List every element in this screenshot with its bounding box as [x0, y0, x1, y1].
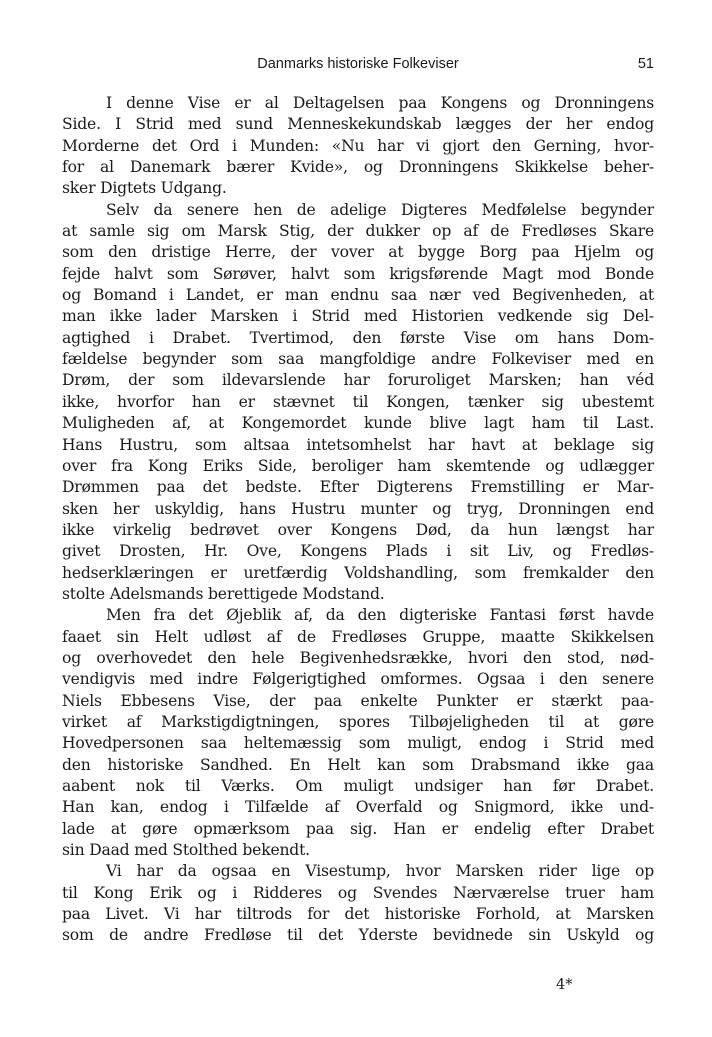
text-line: som den dristige Herre, der vover at bygge Borg paa Hjelm og	[62, 243, 654, 262]
text-line: Drøm, der som ildevarslende har foruroliget Marsken; han véd	[62, 371, 654, 390]
text-line: ikke, hvorfor han er stævnet til Kongen, tænker sig ubestemt	[62, 392, 654, 411]
text-line: Vi har da ogsaa en Visestump, hvor Marsken rider lige op	[106, 862, 654, 881]
text-line: man ikke lader Marsken i Strid med Historien vedkende sig Del-	[62, 307, 654, 326]
text-line: agtighed i Drabet. Tvertimod, den første Vise om hans Dom-	[62, 328, 654, 347]
page-number: 51	[637, 56, 654, 72]
text-line: for al Danemark bærer Kvide», og Dronningens Skikkelse beher-	[62, 158, 654, 177]
text-line: til Kong Erik og i Ridderes og Svendes Nærværelse truer ham	[62, 883, 654, 902]
running-head	[62, 56, 654, 76]
text-line: fejde halvt som Sørøver, halvt som krigsførende Magt mod Bonde	[62, 264, 654, 283]
running-title: Danmarks historiske Folkeviser	[257, 56, 459, 72]
text-line: Muligheden af, at Kongemordet kunde blive lagt ham til Last.	[62, 414, 654, 433]
text-line: faaet sin Helt udløst af de Fredløses Gruppe, maatte Skikkelsen	[62, 627, 654, 646]
text-line: Morderne det Ord i Munden: «Nu har vi gjort den Gerning, hvor-	[62, 136, 654, 155]
text-line: over fra Kong Eriks Side, beroliger ham skemtende og udlægger	[62, 456, 654, 475]
text-line: I denne Vise er al Deltagelsen paa Kongens og Dronningens	[106, 94, 654, 112]
body-text	[62, 93, 654, 947]
text-line: givet Drosten, Hr. Ove, Kongens Plads i sit Liv, og Fredløs-	[62, 542, 654, 561]
text-line: vendigvis med indre Følgerigtighed omformes. Ogsaa i den senere	[62, 670, 654, 689]
text-line: Hans Hustru, som altsaa intetsomhelst har havt at beklage sig	[62, 435, 654, 454]
text-line: som de andre Fredløse til det Yderste bevidnede sin Uskyld og	[62, 926, 654, 945]
text-line: paa Livet. Vi har tiltrods for det historiske Forhold, at Marsken	[62, 905, 654, 924]
text-line: stolte Adelsmands berettigede Modstand.	[62, 584, 385, 603]
text-line: aabent nok til Værks. Om muligt undsiger han før Drabet.	[62, 777, 654, 795]
text-line: lade at gøre opmærksom paa sig. Han er endelig efter Drabet	[62, 819, 654, 838]
text-line: Selv da senere hen de adelige Digteres Medfølelse begynder	[106, 200, 654, 219]
text-line: ikke virkelig bedrøvet over Kongens Død, da hun længst har	[62, 520, 654, 539]
text-line: den historiske Sandhed. En Helt kan som Drabsmand ikke gaa	[62, 755, 654, 774]
text-line: at samle sig om Marsk Stig, der dukker op af de Fredløses Skare	[62, 222, 654, 241]
text-line: og Bomand i Landet, er man endnu saa nær ved Begivenheden, at	[62, 286, 654, 305]
text-line: sker Digtets Udgang.	[62, 179, 227, 198]
text-line: Side. I Strid med sund Menneskekundskab lægges der her endog	[62, 115, 654, 134]
text-line: sken her uskyldig, hans Hustru munter og tryg, Dronningen end	[62, 499, 654, 518]
text-line: Han kan, endog i Tilfælde af Overfald og Snigmord, ikke und-	[62, 798, 654, 817]
text-line: og overhovedet den hele Begivenhedsrække, hvori den stod, nød-	[62, 648, 654, 667]
text-line: sin Daad med Stolthed bekendt.	[62, 841, 310, 860]
text-line: Niels Ebbesens Vise, der paa enkelte Punkter er stærkt paa-	[62, 691, 654, 710]
signature-mark: 4*	[556, 977, 573, 993]
text-line: Hovedpersonen saa heltemæssig som muligt, endog i Strid med	[62, 734, 654, 753]
text-line: Drømmen paa det bedste. Efter Digterens Fremstilling er Mar-	[62, 478, 654, 497]
text-line: Men fra det Øjeblik af, da den digteriske Fantasi først havde	[106, 606, 654, 625]
text-line: virket af Markstigdigtningen, spores Tilbøjeligheden til at gøre	[62, 712, 654, 731]
text-line: fældelse begynder som saa mangfoldige andre Folkeviser med en	[62, 350, 654, 369]
text-line: hedserklæringen er uretfærdig Voldshandling, som fremkalder den	[62, 563, 654, 582]
